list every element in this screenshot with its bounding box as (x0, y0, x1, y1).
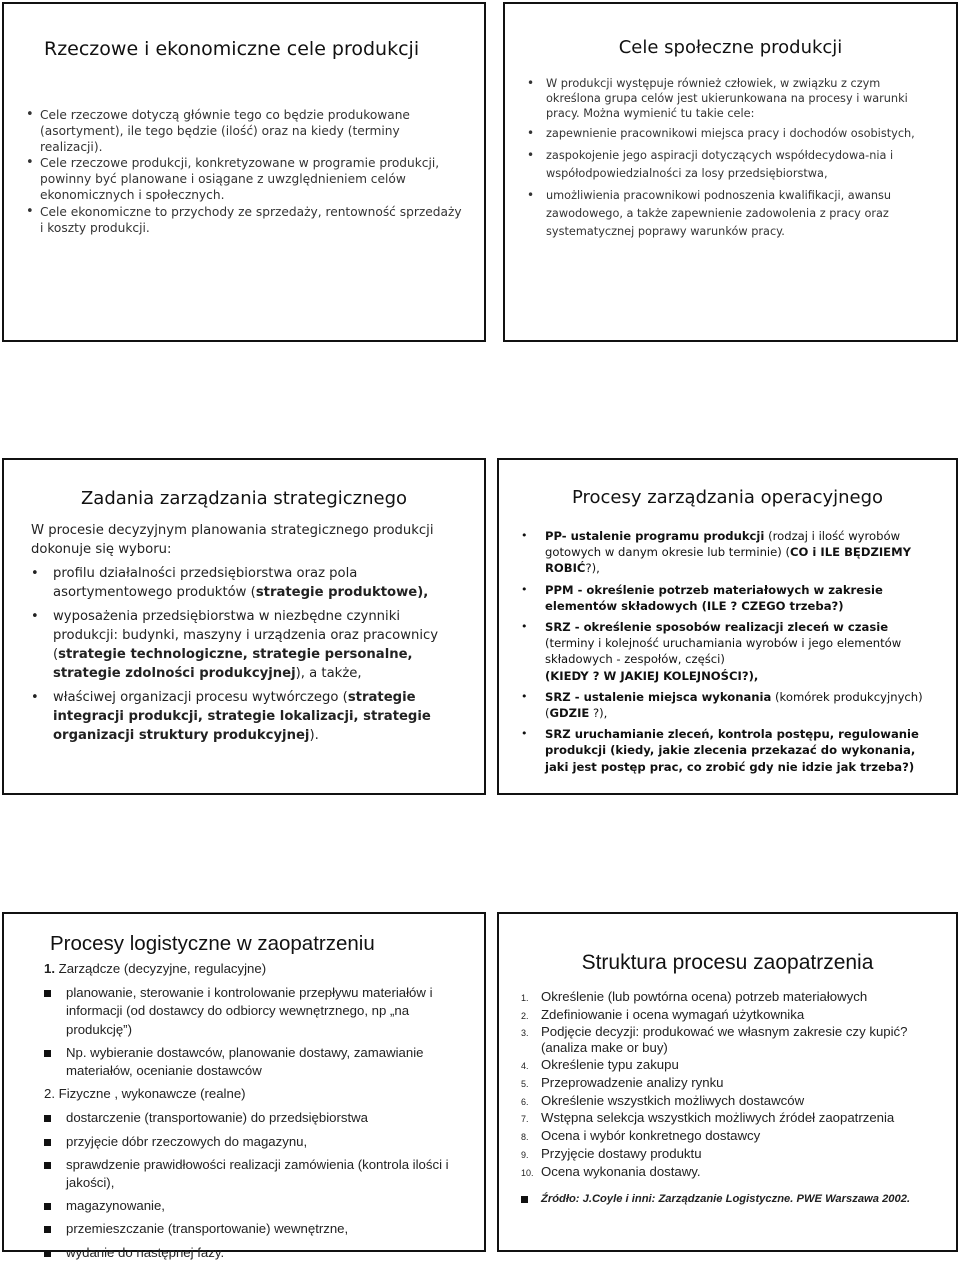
list-item-tail: ). (309, 728, 319, 743)
list-item (527, 147, 934, 182)
bullet-icon: • (527, 188, 535, 203)
bullet-list (26, 108, 464, 236)
list-number: 10. (521, 1167, 534, 1178)
list-item-text: (terminy i kolejność uruchamiania wyrobów i jego elementów składowych - zespołów, części) (545, 636, 902, 667)
list-number: 7. (521, 1114, 529, 1125)
list-item-bold: SRZ uruchamianie zleceń, kontrola postępu, regulowanie produkcji (kiedy, jakie zlecenia przekazać do wykonania, jaki jest postęp prac, co zrobić gdy nie idzie jak trzeba?) (545, 727, 919, 774)
list-item-text: Przeprowadzenie analizy rynku (541, 1075, 724, 1091)
bullet-icon: • (521, 727, 528, 741)
square-bullet-icon (44, 1162, 51, 1169)
square-bullet-icon (44, 1115, 51, 1122)
list-item (44, 1220, 466, 1238)
bullet-icon: • (31, 609, 39, 624)
list-item-text: (komórek produkcyjnych) ( (545, 689, 923, 721)
bullet-icon: • (521, 620, 528, 634)
list-item-text: profilu działalności przedsiębiorstwa oraz pola asortymentowego produktów ( (53, 566, 358, 600)
list-item (521, 619, 940, 684)
square-bullet-icon (44, 990, 51, 997)
slide-struktura-zaopatrzenia (497, 912, 958, 1252)
list-item-text: przyjęcie dóbr rzeczowych do magazynu, (66, 1133, 308, 1149)
intro-text (527, 76, 934, 122)
list-item-text: Określenie wszystkich możliwych dostawców (541, 1092, 805, 1108)
list-item-text: magazynowanie, (66, 1198, 165, 1214)
list-item-tail: ), a także, (295, 666, 362, 681)
bullet-icon: • (26, 203, 34, 219)
list-number: 2. (521, 1010, 529, 1021)
list-item-bold: strategie technologiczne, strategie personalne, strategie zdolności produkcyjnej (53, 647, 413, 681)
slide-body (44, 960, 466, 1262)
list-number: 4. (521, 1061, 529, 1072)
intro-text-content: W produkcji występuje również człowiek, w związku z czym określona grupa celów jest ukierunkowana na procesy i warunki pracy. Można wymienić tu takie cele: (546, 77, 908, 121)
section-heading-text: Zarządcze (decyzyjne, regulacyjne) (55, 961, 267, 976)
list-item (521, 1007, 936, 1022)
bullet-icon: • (527, 148, 535, 163)
list-number: 9. (521, 1149, 529, 1160)
square-bullet-icon (44, 1250, 51, 1257)
list-item (521, 1024, 936, 1054)
list-item-bold: strategie integracji produkcji, strategie lokalizacji, strategie organizacji struktury produkcyjnej (53, 690, 431, 743)
list-number: 1. (521, 993, 529, 1003)
bullet-icon: • (26, 155, 34, 171)
list-item (44, 1197, 466, 1215)
slide-title: Cele społeczne produkcji (618, 37, 843, 58)
list-item-text: Np. wybieranie dostawców, planowanie dostawy, zamawianie materiałów, ocenianie dostawców (66, 1044, 424, 1079)
numbered-list (521, 989, 936, 1179)
square-bullet-icon (521, 1196, 528, 1203)
list-item (44, 1109, 466, 1127)
list-item-text: zapewnienie pracownikowi miejsca pracy i dochodów osobistych, (546, 126, 915, 140)
section-heading (44, 960, 466, 978)
list-item-text: Podjęcie decyzji: produkować we własnym zakresie czy kupić? (analiza make or buy) (541, 1024, 908, 1055)
slide-zarzadzanie-operacyjne (497, 458, 958, 795)
slide-cele-spoleczne (503, 2, 958, 342)
list-item (521, 1164, 936, 1179)
list-item-text: Określenie typu zakupu (541, 1057, 679, 1073)
list-item (26, 156, 464, 203)
bullet-icon: • (31, 566, 39, 581)
section-number: 1. (44, 961, 55, 976)
list-item (521, 1075, 936, 1090)
list-item (31, 688, 464, 745)
bullet-icon: • (31, 690, 39, 705)
list-number: 8. (521, 1132, 529, 1143)
bullet-icon: • (527, 76, 535, 90)
list-item-text: Przyjęcie dostawy produktu (541, 1145, 702, 1161)
list-item-text: planowanie, sterowanie i kontrolowanie przepływu materiałów i informacji (od dostawcy do odbiorcy wewnętrznego, np „na produkcję”) (66, 985, 433, 1037)
slide-title: Rzeczowe i ekonomiczne cele produkcji (44, 38, 420, 60)
slide-procesy-logistyczne (2, 912, 486, 1260)
list-item (26, 205, 464, 237)
list-item-text: wyposażenia przedsiębiorstwa w niezbędne czynniki produkcji: budynki, maszyny i urządzenia oraz pracownicy ( (53, 609, 439, 662)
list-item (521, 989, 936, 1004)
slide-title: Procesy logistyczne w zaopatrzeniu (50, 932, 375, 955)
list-item-text: przemieszczanie (transportowanie) wewnętrzne, (66, 1221, 349, 1237)
list-item-bold: PPM - określenie potrzeb materiałowych w zakresie elementów składowych (ILE ? CZEGO trzeba?) (545, 582, 883, 613)
list-item (521, 1128, 936, 1143)
list-item-text: Cele rzeczowe produkcji, konkretyzowane w programie produkcji, powinny być planowane i osiągane z uwzględnieniem celów ekonomicznych i społecznych. (40, 156, 440, 202)
list-item-bold: GDZIE (549, 706, 590, 721)
list-item-bold: CO i ILE BĘDZIEMY ROBIĆ (545, 545, 912, 576)
bullet-list (31, 564, 464, 745)
list-item (521, 1110, 936, 1125)
square-bullet-icon (44, 1203, 51, 1210)
list-item-text: zaspokojenie jego aspiracji dotyczących współdecydowa-nia i współodpowiedzialności za losy przedsiębiorstwa, (546, 149, 894, 180)
list-number: 3. (521, 1028, 529, 1039)
list-item (521, 1146, 936, 1161)
list-item (44, 1133, 466, 1151)
list-number: 5. (521, 1079, 529, 1090)
list-item (44, 1044, 466, 1080)
list-item-text: Ocena i wybór konkretnego dostawcy (541, 1128, 761, 1144)
section-heading: 2. Fizyczne , wykonawcze (realne) (44, 1086, 246, 1102)
list-item (44, 1244, 466, 1262)
list-item-text: Zdefiniowanie i ocena wymagań użytkownika (541, 1006, 805, 1022)
square-bullet-icon (44, 1139, 51, 1146)
slide-zarzadzanie-strategiczne (2, 458, 486, 795)
square-bullet-icon (44, 1050, 51, 1057)
list-item-tail: ?), (585, 561, 600, 576)
intro-text: W procesie decyzyjnym planowania strategicznego produkcji dokonuje się wyboru: (31, 523, 434, 557)
list-item (44, 984, 466, 1039)
slide-title: Struktura procesu zaopatrzenia (581, 951, 874, 974)
source-text: Źródło: J.Coyle i inni: Zarządzanie Logistyczne. PWE Warszawa 2002. (541, 1192, 911, 1205)
bullet-icon: • (527, 125, 535, 140)
list-item (31, 564, 464, 602)
bullet-icon: • (521, 689, 528, 703)
bullet-icon: • (521, 529, 528, 542)
bullet-icon: • (26, 107, 34, 122)
list-item-bold: PP- ustalenie programu produkcji (545, 529, 765, 543)
list-item-bold: (KIEDY ? W JAKIEJ KOLEJNOŚCI?), (545, 668, 759, 683)
slide-title: Procesy zarządzania operacyjnego (571, 487, 884, 508)
list-item-text: Określenie (lub powtórna ocena) potrzeb materiałowych (541, 989, 868, 1004)
list-item (521, 726, 940, 775)
bullet-list (527, 125, 934, 241)
bullet-icon: • (521, 582, 528, 596)
bullet-list (44, 984, 466, 1080)
bullet-list (521, 528, 940, 775)
list-item-text: dostarczenie (transportowanie) do przedsiębiorstwa (66, 1110, 368, 1126)
list-item (26, 108, 464, 155)
list-item (521, 1057, 936, 1072)
bullet-list (44, 1109, 466, 1261)
list-item (521, 689, 940, 721)
list-item (44, 1156, 466, 1192)
list-item-text: właściwej organizacji procesu wytwórczego ( (53, 690, 348, 705)
list-item (527, 187, 934, 240)
list-number: 6. (521, 1096, 529, 1107)
square-bullet-icon (44, 1226, 51, 1233)
list-item-text: sprawdzenie prawidłowości realizacji zamówienia (kontrola ilości i jakości), (66, 1156, 449, 1191)
list-item-tail: ?), (589, 706, 608, 721)
list-item (521, 1093, 936, 1108)
list-item-bold: strategie produktowe), (255, 585, 429, 600)
list-item-bold: SRZ - określenie sposobów realizacji zleceń w czasie (545, 620, 889, 635)
list-item-text: Wstępna selekcja wszystkich możliwych źródeł zaopatrzenia (541, 1110, 895, 1126)
source-note (521, 1193, 936, 1206)
list-item (521, 582, 940, 614)
list-item-text: umożliwienia pracownikowi podnoszenia kwalifikacji, awansu zawodowego, a także zapewnienie zadowolenia z pracy oraz systematycznej poprawy warunków pracy. (546, 189, 892, 238)
slide-rzeczowe-cele (2, 2, 486, 342)
list-item-text: (rodzaj i ilość wyrobów gotowych w danym okresie lub terminie) ( (545, 529, 901, 560)
list-item-text: wydanie do następnej fazy. (66, 1244, 225, 1260)
list-item-text: Ocena wykonania dostawy. (541, 1163, 701, 1179)
list-item (527, 125, 934, 143)
slide-title: Zadania zarządzania strategicznego (80, 488, 408, 509)
list-item (521, 528, 940, 577)
list-item-text: Cele rzeczowe dotyczą głównie tego co będzie produkowane (asortyment), ile tego będzie (ilość) oraz na kiedy (terminy realizacji). (40, 108, 410, 154)
list-item-bold: SRZ - ustalenie miejsca wykonania (545, 689, 772, 704)
list-item (31, 607, 464, 683)
list-item-text: Cele ekonomiczne to przychody ze sprzedaży, rentowność sprzedaży i koszty produkcji. (40, 204, 462, 235)
